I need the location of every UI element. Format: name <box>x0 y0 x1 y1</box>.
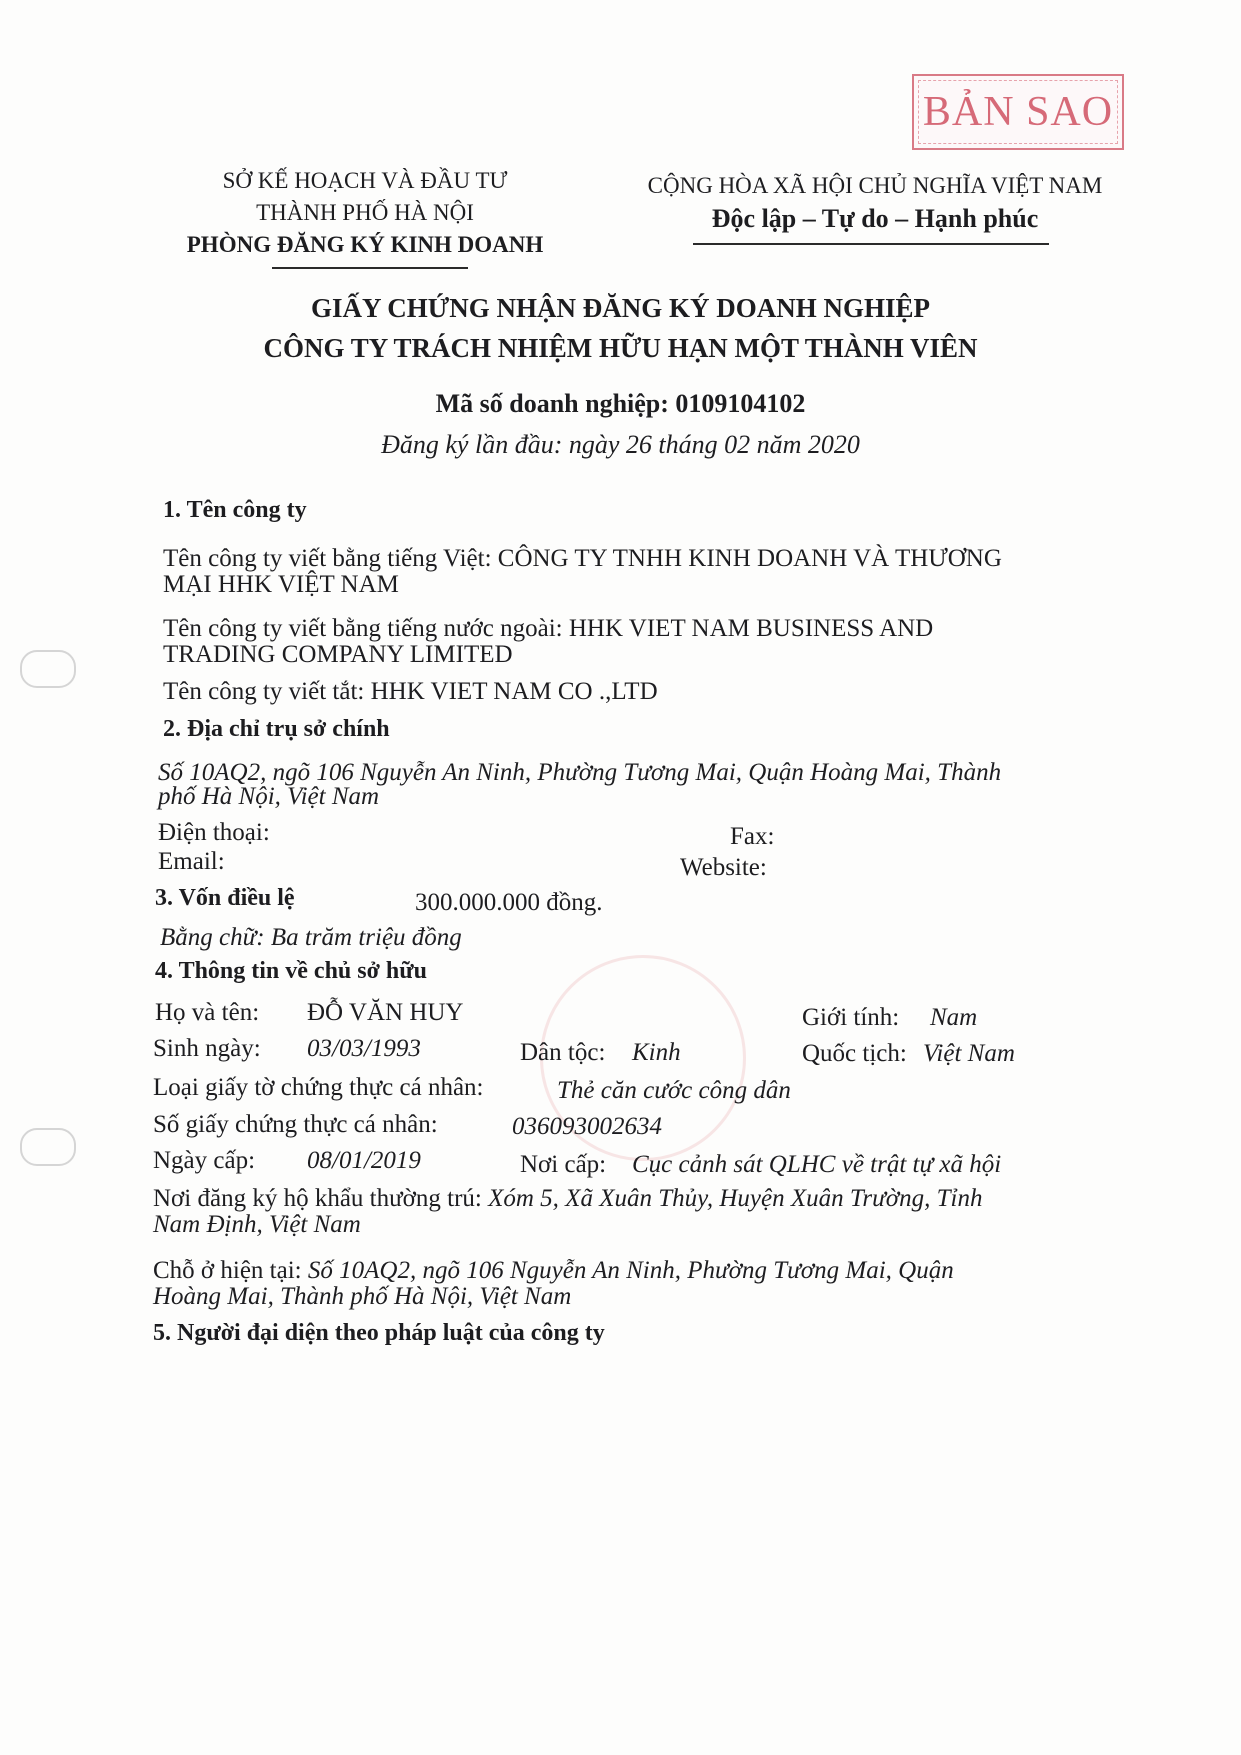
agency-line-2: THÀNH PHỐ HÀ NỘI <box>256 200 474 225</box>
issue-date-label: Ngày cấp: <box>153 1147 256 1174</box>
ethnicity-label: Dân tộc: <box>520 1039 606 1066</box>
charter-capital-amount: 300.000.000 đồng. <box>415 889 603 916</box>
head-office-address-line-1: Số 10AQ2, ngõ 106 Nguyễn An Ninh, Phường Tương Mai, Quận Hoàng Mai, Thành <box>158 759 1002 786</box>
owner-name-label: Họ và tên: <box>155 999 260 1026</box>
agency-line-1: SỞ KẾ HOẠCH VÀ ĐẦU TƯ <box>222 168 508 193</box>
owner-name-value: ĐỖ VĂN HUY <box>307 999 464 1026</box>
section-1-heading: 1. Tên công ty <box>163 497 307 523</box>
agency-underline <box>272 267 468 269</box>
company-name-vn-line-2: MẠI HHK VIỆT NAM <box>163 571 399 598</box>
head-office-address-line-2: phố Hà Nội, Việt Nam <box>158 783 380 810</box>
dob-value: 03/03/1993 <box>307 1035 421 1062</box>
punch-hole-top <box>20 650 76 688</box>
fax-label: Fax: <box>730 823 775 850</box>
company-name-vn-line-1: Tên công ty viết bằng tiếng Việt: CÔNG TY TNHH KINH DOANH VÀ THƯƠNG <box>163 545 1002 572</box>
website-label: Website: <box>680 854 767 881</box>
document-title-line-1: GIẤY CHỨNG NHẬN ĐĂNG KÝ DOANH NGHIỆP <box>311 293 930 323</box>
current-residence-value-1: Số 10AQ2, ngõ 106 Nguyễn An Ninh, Phường Tương Mai, Quận <box>307 1257 954 1284</box>
email-label: Email: <box>158 848 225 875</box>
section-2-heading: 2. Địa chỉ trụ sở chính <box>163 716 390 742</box>
copy-stamp <box>912 74 1124 150</box>
document-title-line-2: CÔNG TY TRÁCH NHIỆM HỮU HẠN MỘT THÀNH VIÊN <box>263 333 978 363</box>
phone-label: Điện thoại: <box>158 819 270 846</box>
id-type-value: Thẻ căn cước công dân <box>557 1077 791 1104</box>
motto-underline <box>693 243 1049 245</box>
first-registration-date: Đăng ký lần đầu: ngày 26 tháng 02 năm 2020 <box>381 430 860 459</box>
gender-label: Giới tính: <box>802 1004 900 1031</box>
ethnicity-value: Kinh <box>632 1039 681 1066</box>
current-residence-label: Chỗ ở hiện tại: <box>153 1257 302 1284</box>
nationality-value: Việt Nam <box>923 1040 1015 1067</box>
nationality-label: Quốc tịch: <box>802 1040 907 1067</box>
section-5-heading: 5. Người đại diện theo pháp luật của công ty <box>153 1320 605 1346</box>
permanent-residence-value-1: Xóm 5, Xã Xuân Thủy, Huyện Xuân Trường, Tỉnh <box>488 1185 983 1212</box>
permanent-residence-line-1 <box>153 1186 982 1212</box>
issue-place-value: Cục cảnh sát QLHC về trật tự xã hội <box>632 1151 1002 1178</box>
id-number-value: 036093002634 <box>512 1113 662 1140</box>
punch-hole-bottom <box>20 1128 76 1166</box>
motto: Độc lập – Tự do – Hạnh phúc <box>711 204 1039 233</box>
dob-label: Sinh ngày: <box>153 1035 261 1062</box>
current-residence-line-1 <box>153 1258 954 1284</box>
current-residence-value-2: Hoàng Mai, Thành phố Hà Nội, Việt Nam <box>153 1283 572 1310</box>
company-name-foreign-line-1: Tên công ty viết bằng tiếng nước ngoài: HHK VIET NAM BUSINESS AND <box>163 615 934 642</box>
agency-line-3: PHÒNG ĐĂNG KÝ KINH DOANH <box>186 232 544 257</box>
company-name-foreign-line-2: TRADING COMPANY LIMITED <box>163 641 513 668</box>
gender-value: Nam <box>930 1004 978 1031</box>
section-3-heading: 3. Vốn điều lệ <box>155 885 295 911</box>
permanent-residence-value-2: Nam Định, Việt Nam <box>153 1211 361 1238</box>
country-name: CỘNG HÒA XÃ HỘI CHỦ NGHĨA VIỆT NAM <box>647 173 1103 198</box>
id-type-label: Loại giấy tờ chứng thực cá nhân: <box>153 1074 484 1101</box>
charter-capital-in-words: Bằng chữ: Ba trăm triệu đồng <box>160 924 462 951</box>
issue-place-label: Nơi cấp: <box>520 1151 607 1178</box>
section-4-heading: 4. Thông tin về chủ sở hữu <box>155 958 428 984</box>
id-number-label: Số giấy chứng thực cá nhân: <box>153 1111 438 1138</box>
enterprise-code: Mã số doanh nghiệp: 0109104102 <box>435 389 806 418</box>
copy-stamp-text: BẢN SAO <box>918 80 1118 144</box>
issue-date-value: 08/01/2019 <box>307 1147 421 1174</box>
company-short-name: Tên công ty viết tắt: HHK VIET NAM CO .,LTD <box>163 678 658 705</box>
permanent-residence-label: Nơi đăng ký hộ khẩu thường trú: <box>153 1185 482 1212</box>
